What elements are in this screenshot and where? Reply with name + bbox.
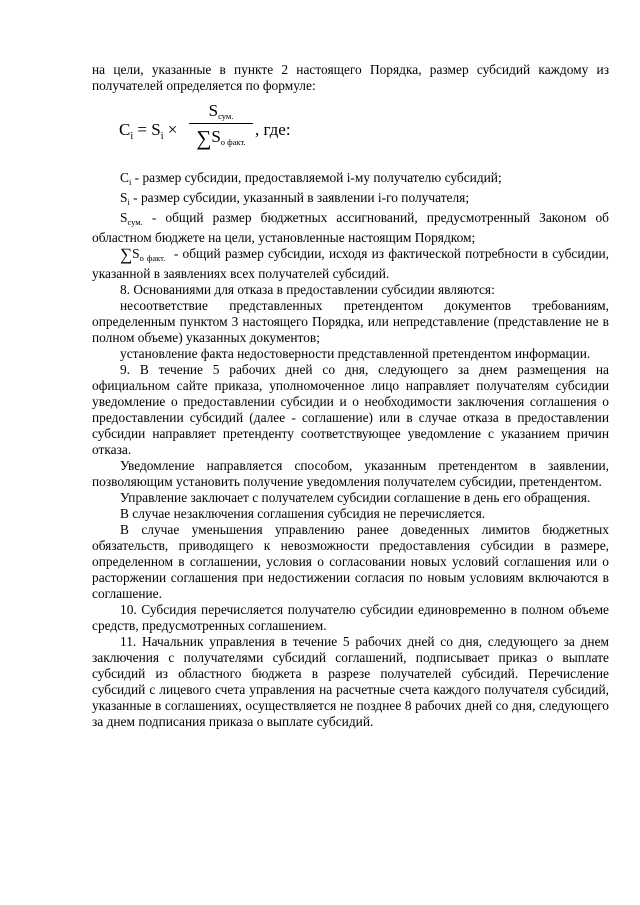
def-symbol: S bbox=[120, 210, 128, 225]
definition-ci bbox=[92, 170, 609, 190]
def-text: - размер субсидии, указанный в заявлении i-го получателя; bbox=[129, 190, 470, 205]
def-symbol: S bbox=[120, 190, 128, 205]
paragraph-10: 10. Субсидия перечисляется получателю субсидии единовременно в полном объеме средств, предусмотренных соглашением. bbox=[92, 602, 609, 633]
def-symbol: S bbox=[132, 246, 140, 261]
paragraph-no-agreement: В случае незаключения соглашения субсидия не перечисляется. bbox=[120, 506, 486, 521]
def-text: - общий размер бюджетных ассигнований, предусмотренный Законом об областном бюджете на цели, установленные настоящим Порядком; bbox=[92, 210, 609, 245]
formula-c: C bbox=[119, 120, 131, 139]
formula-equals: = bbox=[133, 120, 152, 139]
paragraph-8-item-2: установление факта недостоверности представленной претендентом информации. bbox=[120, 346, 591, 361]
def-symbol-sub: i bbox=[128, 177, 132, 187]
paragraph-agreement-day: Управление заключает с получателем субсидии соглашение в день его обращения. bbox=[120, 490, 591, 505]
intro-paragraph: на цели, указанные в пункте 2 настоящего Порядка, размер субсидий каждому из получателей определяется по формуле: bbox=[92, 62, 609, 93]
formula-den-s: S bbox=[211, 127, 221, 146]
definition-si bbox=[92, 190, 609, 210]
def-text: - общий размер субсидии, исходя из фактической потребности в субсидии, указанной в заявлениях всех получателей субсидий. bbox=[92, 246, 613, 281]
definition-ssum bbox=[92, 210, 609, 246]
def-symbol-sub: i bbox=[127, 197, 130, 207]
formula-numerator bbox=[189, 100, 253, 122]
paragraph-8-heading: 8. Основаниями для отказа в предоставлении субсидии являются: bbox=[120, 282, 495, 297]
paragraph-11: 11. Начальник управления в течение 5 рабочих дней со дня, следующего за днем заключения с получателями субсидий соглашений, подписывает приказ о выплате субсидий из областного бюджета в разрезе получателей субсидий. Перечисление субсидий с лицевого счета управления на расчетные счета каждого получателя субсидий, указанные в соглашениях, осуществляется не позднее 8 рабочих дней со дня, следующего за днем подписания приказа о выплате субсидий. bbox=[92, 634, 609, 729]
paragraph-limits: В случае уменьшения управлению ранее доведенных лимитов бюджетных обязательств, приводящего к невозможности предоставления субсидии в размере, определенном в соглашении, условия о согласовании новых условий соглашения или о расторжении соглашения при недостижении согласия по новым условиям включаются в соглашение. bbox=[92, 522, 609, 601]
formula-times: × bbox=[163, 120, 182, 139]
paragraph-8-item-1: несоответствие представленных претендентом документов требованиям, определенным пунктом 3 настоящего Порядка, или непредставление (представление не в полном объеме) указанных документов; bbox=[92, 298, 609, 345]
formula-tail: , где: bbox=[255, 120, 291, 139]
formula-denominator bbox=[189, 125, 253, 154]
def-text: - размер субсидии, предоставляемой i-му получателю субсидий; bbox=[131, 170, 502, 185]
formula-den-sub: о факт. bbox=[220, 137, 246, 147]
formula-lhs bbox=[119, 122, 182, 145]
formula-s: S bbox=[151, 120, 161, 139]
fraction-bar bbox=[189, 123, 253, 124]
formula-s-sub: i bbox=[160, 131, 164, 142]
def-symbol-sub: о факт. bbox=[139, 253, 166, 263]
formula-num-sub: сум. bbox=[218, 111, 234, 121]
formula-num-s: S bbox=[208, 101, 219, 120]
paragraph-9: 9. В течение 5 рабочих дней со дня, следующего за днем размещения на официальном сайте приказа, уполномоченное лицо направляет получателям субсидии уведомление о предоставлении субсидии и о необходимости заключения соглашения о предоставлении субсидий (далее - соглашение) или в случае отказа в предоставлении субсидии направляет претенденту соответствующее уведомление с указанием причин отказа. bbox=[92, 362, 609, 457]
sum-sign: ∑ bbox=[196, 126, 212, 150]
formula-fraction bbox=[189, 100, 253, 154]
document-page bbox=[92, 62, 613, 730]
definition-sum-sfact bbox=[92, 245, 613, 282]
def-symbol: C bbox=[120, 170, 129, 185]
def-sum-sign: ∑ bbox=[120, 245, 133, 264]
subsidy-formula bbox=[92, 100, 609, 166]
paragraph-notice: Уведомление направляется способом, указанным претендентом в заявлении, позволяющим установить получение уведомления получателем субсидии, претендентом. bbox=[92, 458, 609, 489]
formula-c-sub: i bbox=[130, 131, 134, 142]
def-symbol-sub: сум. bbox=[127, 217, 143, 227]
